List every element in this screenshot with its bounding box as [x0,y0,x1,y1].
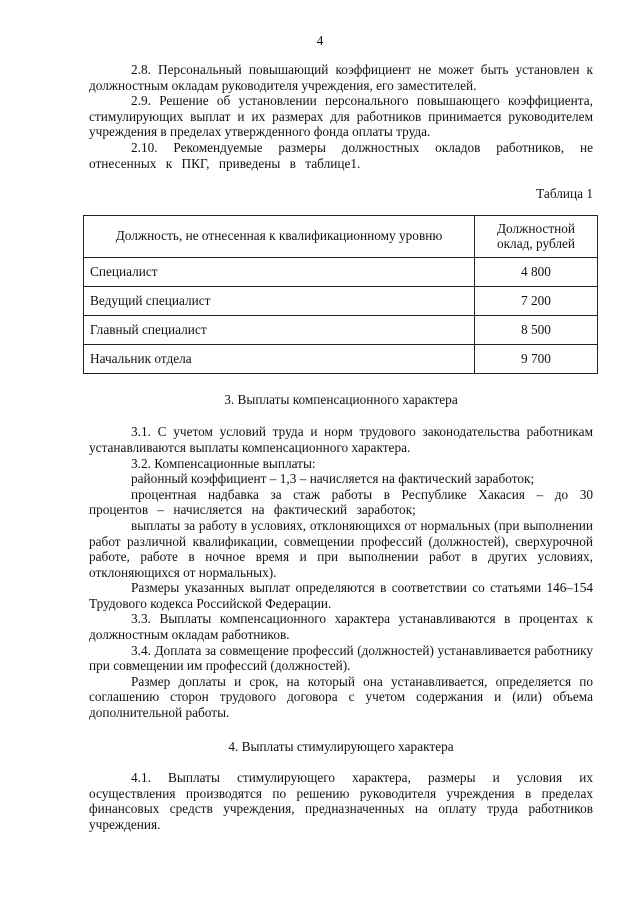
section-4-heading: 4. Выплаты стимулирующего характера [228,738,454,754]
paragraph-2-10: 2.10. Рекомендуемые размеры должностных окладов работников, не отнесенных к ПКГ, приведены в таблице1. [89,139,593,171]
cell-salary: 9 700 [475,344,598,373]
cell-position: Главный специалист [84,315,475,344]
document-body [89,62,593,833]
cell-position: Специалист [84,257,475,286]
paragraph-additional-pay: Размер доплаты и срок, на который она устанавливается, определяется по соглашению сторон трудового договора с учетом содержания и (или) объема дополнительной работы. [89,673,593,721]
paragraph-payment-amounts: Размеры указанных выплат определяются в соответствии со статьями 146–154 Трудового кодекса Российской Федерации. [89,580,593,611]
table-row [84,344,598,373]
paragraph-deviating-conditions: выплаты за работу в условиях, отклоняющихся от нормальных (при выполнении работ различной квалификации, совмещении профессий (должностей), сверхурочной работе, работе в ночное время и при выполнении работ в других условиях, отклоняющихся от нормальных). [89,517,593,580]
salary-table [83,215,598,374]
section-3-heading: 3. Выплаты компенсационного характера [224,391,458,407]
paragraph-3-3: 3.3. Выплаты компенсационного характера устанавливаются в процентах к должностным окладам работников. [89,611,593,643]
table-row [84,286,598,315]
paragraph-3-4: 3.4. Доплата за совмещение профессий (должностей) устанавливается работнику при совмещении им профессий (должностей). [89,642,593,674]
cell-salary: 7 200 [475,286,598,315]
page-number: 4 [316,33,324,48]
table-header-row [84,215,598,257]
paragraph-district-coefficient: районный коэффициент – 1,3 – начисляется на фактический заработок; [131,471,535,487]
paragraph-3-2: 3.2. Компенсационные выплаты: [131,455,316,471]
cell-salary: 8 500 [475,315,598,344]
cell-position: Ведущий специалист [84,286,475,315]
paragraph-percent-bonus: процентная надбавка за стаж работы в Республике Хакасия – до 30 процентов – начисляется на фактический заработок; [89,486,593,518]
paragraph-4-1: 4.1. Выплаты стимулирующего характера, размеры и условия их осуществления производятся по решению руководителя учреждения в пределах финансовых средств учреждения, предназначенных на оплату труда работников учреждения. [89,770,593,832]
table-caption: Таблица 1 [536,186,593,202]
paragraph-2-9: 2.9. Решение об установлении персонального повышающего коэффициента, стимулирующих выплат и их размерах для работников принимается руководителем учреждения в пределах утвержденного фонда оплаты труда. [89,93,593,140]
header-salary: Должностной оклад, рублей [475,215,598,257]
table-row [84,257,598,286]
header-position: Должность, не отнесенная к квалификационному уровню [84,215,475,257]
cell-position: Начальник отдела [84,344,475,373]
cell-salary: 4 800 [475,257,598,286]
paragraph-2-8: 2.8. Персональный повышающий коэффициент не может быть установлен к должностным окладам руководителя учреждения, его заместителей. [89,62,593,93]
paragraph-3-1: 3.1. С учетом условий труда и норм трудового законодательства работникам устанавливаются выплаты компенсационного характера. [89,424,593,455]
table-row [84,315,598,344]
